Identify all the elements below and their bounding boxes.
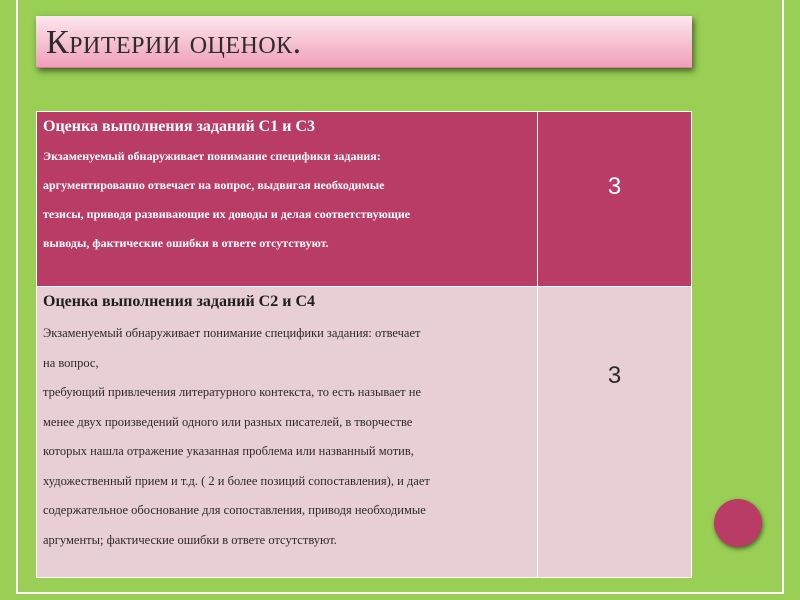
criteria-description (43, 142, 531, 258)
description-line: на вопрос, (43, 355, 99, 370)
table-row (37, 112, 692, 287)
table-row (37, 287, 692, 578)
criteria-description (43, 319, 531, 555)
description-line: Экзаменуемый обнаруживает понимание специфики задания: отвечает (43, 326, 421, 340)
score-cell (538, 112, 692, 287)
description-line: содержательное обоснование для сопоставления, приводя необходимые (43, 503, 426, 517)
score-value: 3 (607, 362, 622, 389)
description-line: которых нашла отражение указанная проблема или названный мотив, (43, 444, 414, 458)
description-line: Экзаменуемый обнаруживает понимание специфики задания: (43, 149, 381, 163)
criteria-table (36, 111, 692, 578)
score-cell (538, 287, 692, 578)
description-line: требующий привлечения литературного контекста, то есть называет не (43, 385, 421, 399)
description-line: аргументы; фактические ошибки в ответе отсутствуют. (43, 532, 337, 547)
criteria-heading: Оценка выполнения заданий С2 и С4 (43, 293, 315, 310)
description-line: выводы, фактические ошибки в ответе отсутствуют. (43, 236, 329, 250)
description-line: менее двух произведений одного или разных писателей, в творчестве (43, 414, 413, 429)
description-line: тезисы, приводя развивающие их доводы и делая соответствующие (43, 207, 411, 221)
criteria-heading: Оценка выполнения заданий С1 и С3 (43, 118, 315, 135)
slide-title: Критерии оценок. (46, 24, 302, 61)
criteria-cell (37, 112, 538, 287)
decorative-circle (714, 499, 762, 547)
title-bar (36, 16, 692, 68)
criteria-cell (37, 287, 538, 578)
description-line: аргументированно отвечает на вопрос, выдвигая необходимые (43, 178, 385, 192)
score-value: 3 (607, 173, 622, 200)
description-line: художественный прием и т.д. ( 2 и более позиций сопоставления), и дает (43, 473, 430, 488)
